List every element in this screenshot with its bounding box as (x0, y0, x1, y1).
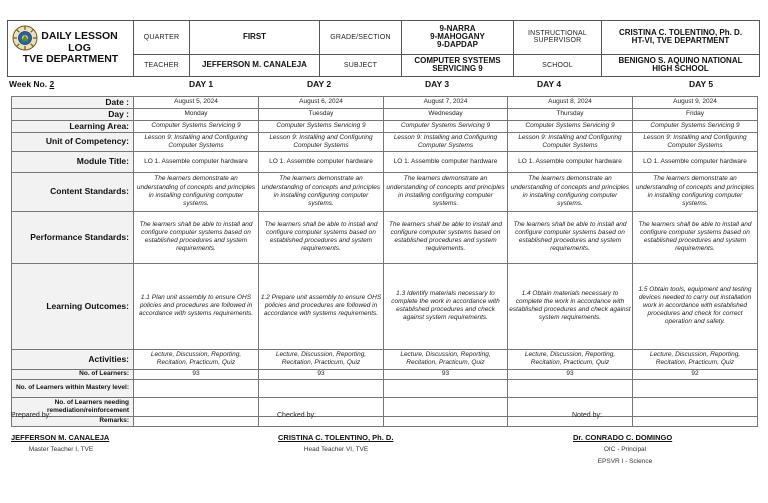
week-row (9, 79, 761, 92)
content-standards-row (12, 172, 758, 211)
remarks-cell (508, 416, 633, 426)
remediation-cell (508, 397, 633, 416)
supervisor-label: INSTRUCTIONAL SUPERVISOR (514, 21, 602, 55)
module-cell: LO 1. Assemble computer hardware (633, 151, 758, 172)
area-cell: Computer Systems Servicing 9 (259, 120, 384, 132)
day-heading: DAY 2 (307, 79, 332, 89)
row-label: Day : (12, 108, 134, 120)
mastery-cell (508, 379, 633, 397)
performance-cell: The learners shall be able to install and configure computer systems based on established procedures and system requirements. (134, 211, 259, 263)
remarks-cell (134, 416, 259, 426)
date-cell: August 7, 2024 (384, 97, 508, 109)
grade-section-value: 9-NARRA 9-MAHOGANY 9-DAPDAP (402, 21, 514, 55)
remarks-cell (633, 416, 758, 426)
row-label: Unit of Competency: (12, 132, 134, 151)
noted-by-name: Dr. CONRADO C. DOMINGO (573, 433, 673, 442)
day-cell: Thursday (508, 108, 633, 120)
performance-standards-row (12, 211, 758, 263)
activities-cell: Lecture, Discussion, Reporting, Recitation, Practicum, Quiz (508, 349, 633, 369)
prepared-by-position: Master Teacher I, TVE (28, 446, 94, 453)
outcome-cell: 1.5 Obtain tools, equipment and testing devices needed to carry out installation work in accordance with established procedures and check for correct operation and safety. (633, 263, 758, 349)
row-label: No. of Learners within Mastery level: (12, 379, 134, 397)
module-cell: LO 1. Assemble computer hardware (508, 151, 633, 172)
row-label: Learning Outcomes: (12, 263, 134, 349)
row-label: Content Standards: (12, 172, 134, 211)
noted-by-label: Noted by: (572, 412, 602, 419)
module-cell: LO 1. Assemble computer hardware (134, 151, 259, 172)
department-name: TVE DEPARTMENT (22, 53, 119, 66)
module-row (12, 151, 758, 172)
row-label: No. of Learners needing remediation/reinforcement (12, 397, 134, 416)
area-cell: Computer Systems Servicing 9 (508, 120, 633, 132)
performance-cell: The learners shall be able to install and configure computer systems based on established procedures and system requirements. (508, 211, 633, 263)
competency-cell: Lesson 9: Installing and Configuring Computer Systems (508, 132, 633, 151)
activities-cell: Lecture, Discussion, Reporting, Recitation, Practicum, Quiz (633, 349, 758, 369)
row-label: Activities: (12, 349, 134, 369)
checked-by-label: Checked by: (277, 412, 316, 419)
quarter-value: FIRST (190, 21, 320, 55)
competency-cell: Lesson 9: Installing and Configuring Computer Systems (134, 132, 259, 151)
remediation-cell (384, 397, 508, 416)
activities-cell: Lecture, Discussion, Reporting, Recitation, Practicum, Quiz (384, 349, 508, 369)
school-value: BENIGNO S. AQUINO NATIONAL HIGH SCHOOL (602, 54, 760, 76)
school-seal-icon (12, 25, 38, 51)
performance-cell: The learners shall be able to install and configure computer systems based on established procedures and system requirements. (259, 211, 384, 263)
day-heading: DAY 3 (425, 79, 450, 89)
date-cell: August 5, 2024 (134, 97, 259, 109)
performance-cell: The learners shall be able to install and configure computer systems based on established procedures and system requirements. (384, 211, 508, 263)
checked-by-position: Head Teacher VI, TVE (303, 446, 369, 453)
learners-cell: 93 (508, 369, 633, 379)
learners-cell: 93 (384, 369, 508, 379)
activities-cell: Lecture, Discussion, Reporting, Recitation, Practicum, Quiz (259, 349, 384, 369)
noted-by-position: EPSVR I - Science (597, 458, 653, 465)
day-cell: Friday (633, 108, 758, 120)
day-cell: Tuesday (259, 108, 384, 120)
module-cell: LO 1. Assemble computer hardware (259, 151, 384, 172)
area-cell: Computer Systems Servicing 9 (134, 120, 259, 132)
area-cell: Computer Systems Servicing 9 (384, 120, 508, 132)
module-cell: LO 1. Assemble computer hardware (384, 151, 508, 172)
supervisor-value: CRISTINA C. TOLENTINO, Ph. D. HT-VI, TVE DEPARTMENT (602, 21, 760, 55)
day-heading: DAY 4 (537, 79, 562, 89)
subject-value: COMPUTER SYSTEMS SERVICING 9 (402, 54, 514, 76)
competency-cell: Lesson 9: Installing and Configuring Computer Systems (384, 132, 508, 151)
competency-row (12, 132, 758, 151)
day-heading: DAY 5 (689, 79, 714, 89)
prepared-by-label: Prepared by: (11, 412, 52, 419)
competency-cell: Lesson 9: Installing and Configuring Computer Systems (259, 132, 384, 151)
date-cell: August 9, 2024 (633, 97, 758, 109)
prepared-by-name: JEFFERSON M. CANALEJA (11, 433, 110, 442)
competency-cell: Lesson 9: Installing and Configuring Computer Systems (633, 132, 758, 151)
content-cell: The learners demonstrate an understanding of concepts and principles in installing configuring computer systems. (384, 172, 508, 211)
row-label: No. of Learners: (12, 369, 134, 379)
learners-cell: 92 (633, 369, 758, 379)
learners-row (12, 369, 758, 379)
row-label: Date : (12, 97, 134, 109)
outcome-cell: 1.4 Obtain materials necessary to complete the work in accordance with established procedures and check against system requirements. (508, 263, 633, 349)
learners-cell: 93 (134, 369, 259, 379)
outcome-cell: 1.2 Prepare unit assembly to ensure OHS policies and procedures are followed in accordance with systems requirements. (259, 263, 384, 349)
remarks-row (12, 416, 758, 426)
day-cell: Monday (134, 108, 259, 120)
activities-cell: Lecture, Discussion, Reporting, Recitation, Practicum, Quiz (134, 349, 259, 369)
day-cell: Wednesday (384, 108, 508, 120)
activities-row (12, 349, 758, 369)
mastery-cell (384, 379, 508, 397)
header-table (7, 20, 760, 77)
learning-area-row (12, 120, 758, 132)
content-cell: The learners demonstrate an understanding of concepts and principles in installing configuring computer systems. (508, 172, 633, 211)
teacher-value: JEFFERSON M. CANALEJA (190, 54, 320, 76)
date-row (12, 97, 758, 109)
date-cell: August 8, 2024 (508, 97, 633, 109)
remarks-cell (384, 416, 508, 426)
learning-outcomes-row (12, 263, 758, 349)
row-label: Remarks: (12, 416, 134, 426)
remediation-row (12, 397, 758, 416)
checked-by-name: CRISTINA C. TOLENTINO, Ph. D. (278, 433, 394, 442)
logo-title-cell (8, 21, 134, 77)
learners-cell: 93 (259, 369, 384, 379)
grade-section-label: GRADE/SECTION (320, 21, 402, 55)
day-row (12, 108, 758, 120)
remediation-cell (633, 397, 758, 416)
row-label: Module Title: (12, 151, 134, 172)
teacher-label: TEACHER (134, 54, 190, 76)
area-cell: Computer Systems Servicing 9 (633, 120, 758, 132)
mastery-cell (259, 379, 384, 397)
date-cell: August 6, 2024 (259, 97, 384, 109)
mastery-row (12, 379, 758, 397)
mastery-cell (134, 379, 259, 397)
dll-title: DAILY LESSON LOG (41, 30, 118, 54)
content-cell: The learners demonstrate an understanding of concepts and principles in installing configuring computer systems. (134, 172, 259, 211)
day-heading: DAY 1 (189, 79, 214, 89)
performance-cell: The learners shall be able to install and configure computer systems based on established procedures and system requirements. (633, 211, 758, 263)
subject-label: SUBJECT (320, 54, 402, 76)
content-cell: The learners demonstrate an understanding of concepts and principles in installing configuring computer systems. (259, 172, 384, 211)
noted-by-position: OIC - Principal (603, 446, 647, 453)
row-label: Performance Standards: (12, 211, 134, 263)
mastery-cell (633, 379, 758, 397)
row-label: Learning Area: (12, 120, 134, 132)
week-number: Week No. 2 (9, 79, 55, 89)
quarter-label: QUARTER (134, 21, 190, 55)
remediation-cell (134, 397, 259, 416)
outcome-cell: 1.1 Plan unit assembly to ensure OHS policies and procedures are followed in accordance with systems requirements. (134, 263, 259, 349)
school-label: SCHOOL (514, 54, 602, 76)
content-cell: The learners demonstrate an understanding of concepts and principles in installing configuring computer systems. (633, 172, 758, 211)
lesson-log-table (11, 96, 758, 427)
outcome-cell: 1.3 Identify materials necessary to complete the work in accordance with established procedures and check against system requirements. (384, 263, 508, 349)
